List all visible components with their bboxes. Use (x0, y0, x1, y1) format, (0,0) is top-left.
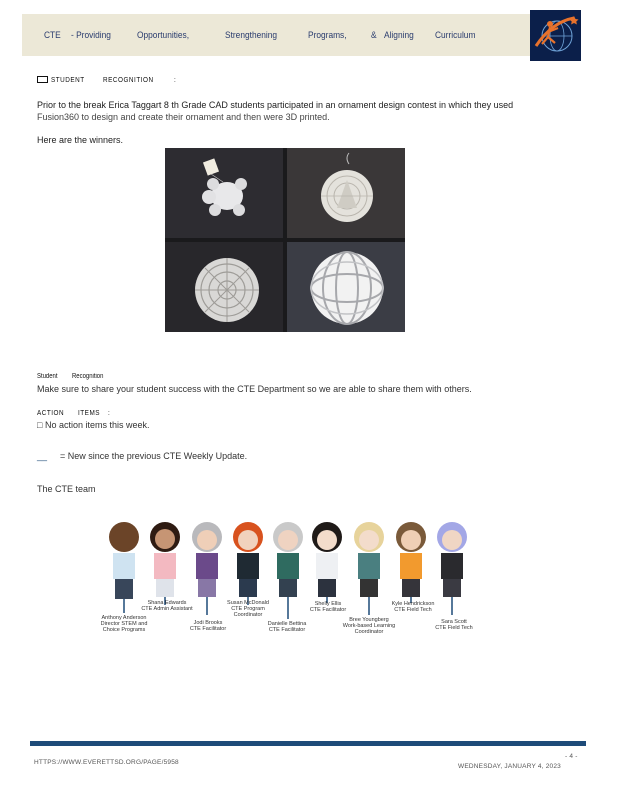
figure-6 (312, 522, 342, 603)
member-name: Shana Edwards (147, 600, 187, 606)
figure-8 (396, 522, 426, 603)
action-items-word1: ACTION (37, 408, 65, 417)
winners-text: Here are the winners. (37, 135, 124, 145)
figure-7 (354, 522, 384, 615)
action-items-word2: ITEMS (78, 408, 101, 417)
student-recognition-heading (37, 75, 197, 85)
header-item-curriculum: Curriculum (435, 30, 476, 41)
ornament-photo-2 (287, 148, 405, 238)
member-caption-susan (220, 600, 276, 618)
team-intro: The CTE team (37, 484, 96, 494)
recognition-paragraph-line1: Prior to the break Erica Taggart 8 th Grade CAD students participated in an ornament design contest in which they used (37, 100, 514, 110)
ornament-photo-collage (165, 148, 405, 332)
member-role: CTE Field Tech (394, 607, 432, 613)
checkbox-icon (37, 76, 49, 84)
header-item-providing: - Providing (71, 30, 111, 41)
ornament-photo-1 (165, 148, 283, 238)
member-role: CTE Facilitator (189, 626, 227, 632)
heading-colon: : (174, 75, 177, 84)
header-item-cte: CTE (44, 30, 61, 41)
recognition-label: Recognition (72, 373, 104, 380)
action-items-colon: : (108, 408, 111, 417)
figure-4 (233, 522, 263, 605)
member-caption-sara (424, 619, 484, 631)
member-role: Work-based Learning Coordinator (342, 623, 396, 635)
member-name: Jodi Brooks (193, 620, 223, 626)
action-item-row (37, 420, 150, 430)
member-name: Danielle Bettina (267, 621, 307, 627)
member-role: CTE Field Tech (435, 625, 473, 631)
member-caption-jodi (180, 620, 236, 632)
member-caption-bree (338, 617, 400, 635)
snowflake-ball-ornament-image (165, 242, 283, 332)
member-caption-anthony (96, 615, 152, 633)
member-name: Kyle Hendrickson (391, 601, 435, 607)
member-name: Bree Youngberg (349, 617, 389, 623)
member-name: Sara Scott (441, 619, 467, 625)
share-success-text: Make sure to share your student success with the CTE Department so we are able to share them with others. (37, 384, 472, 394)
header-item-opportunities: Opportunities, (137, 30, 190, 41)
ornament-photo-4 (287, 242, 405, 332)
header-item-ampersand: & (371, 30, 377, 41)
page-number: - 4 - (565, 753, 578, 760)
logo-graphic (530, 10, 581, 61)
member-role: CTE Facilitator (309, 607, 347, 613)
new-marker-symbol: __ (37, 451, 48, 461)
member-caption-kyle (382, 601, 444, 613)
ornament-photo-3 (165, 242, 283, 332)
bullet-box-icon: □ (37, 420, 43, 430)
member-role: CTE Program Coordinator (231, 606, 265, 618)
district-logo (530, 10, 581, 61)
lattice-ball-ornament-image (287, 148, 405, 238)
member-name: Anthony Anderson (101, 615, 147, 621)
member-caption-shana (137, 600, 197, 612)
member-role: Director STEM and Choice Programs (100, 621, 148, 633)
heading-word-student: STUDENT (51, 75, 85, 84)
footer-url[interactable]: HTTPS://WWW.EVERETTSD.ORG/PAGE/5958 (34, 759, 179, 766)
student-label: Student (37, 373, 58, 380)
cage-ball-ornament-image (287, 242, 405, 332)
header-item-aligning: Aligning (384, 30, 414, 41)
footer-rule (30, 741, 586, 746)
action-item-text: No action items this week. (44, 420, 150, 430)
header-item-programs: Programs, (308, 30, 347, 41)
figure-5 (273, 522, 303, 619)
turtle-ornament-image (165, 148, 283, 238)
recognition-paragraph-line2: Fusion360 to design and create their ornament and then were 3D printed. (37, 112, 330, 122)
new-marker (37, 451, 47, 461)
figure-2 (150, 522, 180, 605)
member-caption-shelly (300, 601, 356, 613)
member-caption-danielle (258, 621, 316, 633)
header-item-strengthening: Strengthening (225, 30, 278, 41)
footer-date: WEDNESDAY, JANUARY 4, 2023 (458, 763, 561, 770)
member-name: Susan McDonald (227, 600, 269, 606)
member-name: Shelly Ellis (314, 601, 342, 607)
figure-1 (109, 522, 139, 613)
member-role: CTE Facilitator (268, 627, 306, 633)
legend-text: = New since the previous CTE Weekly Update. (60, 451, 248, 461)
member-role: CTE Admin Assistant (141, 606, 193, 612)
header-banner (22, 14, 536, 56)
heading-word-recognition: RECOGNITION (103, 75, 154, 84)
